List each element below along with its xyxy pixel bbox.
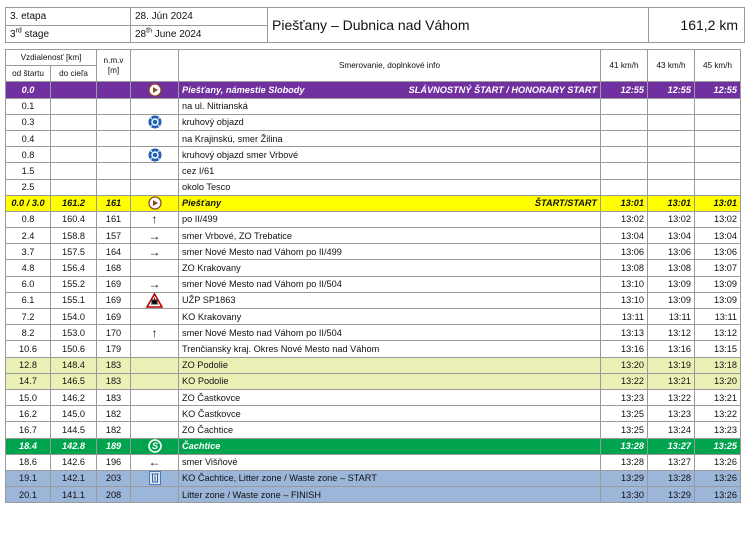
time-45-cell: 13:09 bbox=[695, 292, 741, 308]
time-45-cell: 13:02 bbox=[695, 211, 741, 227]
info-header: Smerovanie, doplnkové info bbox=[179, 50, 601, 82]
date-sk: 28. Jún 2024 bbox=[135, 11, 193, 22]
from-start-cell: 7.2 bbox=[6, 309, 51, 325]
info-text: na Krajinskú, smer Žilina bbox=[182, 133, 283, 144]
from-start-cell: 0.0 / 3.0 bbox=[6, 195, 51, 211]
from-start-cell: 2.5 bbox=[6, 179, 51, 195]
altitude-cell: 170 bbox=[97, 325, 131, 341]
time-45-cell: 13:06 bbox=[695, 244, 741, 260]
table-row bbox=[6, 147, 741, 163]
table-row bbox=[6, 325, 741, 341]
date-cell bbox=[131, 8, 268, 42]
arrow-left-icon: ← bbox=[148, 455, 161, 470]
icon-cell bbox=[131, 114, 179, 130]
table-row bbox=[6, 309, 741, 325]
from-start-cell: 12.8 bbox=[6, 357, 51, 373]
time-43-cell: 13:09 bbox=[648, 292, 695, 308]
time-45-cell bbox=[695, 130, 741, 146]
altitude-cell bbox=[97, 179, 131, 195]
info-cell bbox=[179, 454, 601, 470]
time-45-cell: 13:18 bbox=[695, 357, 741, 373]
info-text: KO Častkovce bbox=[182, 408, 241, 419]
info-cell bbox=[179, 276, 601, 292]
time-41-cell: 12:55 bbox=[601, 82, 648, 98]
to-finish-cell: 150.6 bbox=[51, 341, 97, 357]
info-text: KO Čachtice, Litter zone / Waste zone – START bbox=[182, 473, 377, 484]
info-cell bbox=[179, 292, 601, 308]
icon-cell bbox=[131, 438, 179, 454]
altitude-cell bbox=[97, 163, 131, 179]
time-45-cell bbox=[695, 98, 741, 114]
to-finish-cell: 145.0 bbox=[51, 406, 97, 422]
stage-distance: 161,2 km bbox=[680, 17, 738, 33]
time-41-cell: 13:13 bbox=[601, 325, 648, 341]
time-45-cell: 13:26 bbox=[695, 470, 741, 486]
info-text: kruhový objazd smer Vrbové bbox=[182, 149, 299, 160]
time-45-cell bbox=[695, 179, 741, 195]
info-cell bbox=[179, 438, 601, 454]
table-row bbox=[6, 114, 741, 130]
from-start-cell: 6.1 bbox=[6, 292, 51, 308]
info-cell bbox=[179, 228, 601, 244]
to-finish-cell: 154.0 bbox=[51, 309, 97, 325]
info-text: Litter zone / Waste zone – FINISH bbox=[182, 489, 322, 500]
from-start-cell: 18.4 bbox=[6, 438, 51, 454]
table-row bbox=[6, 228, 741, 244]
time-45-cell: 12:55 bbox=[695, 82, 741, 98]
altitude-cell: 182 bbox=[97, 422, 131, 438]
info-text: smer Nové Mesto nad Váhom po II/504 bbox=[182, 327, 342, 338]
time-45-cell: 13:09 bbox=[695, 276, 741, 292]
to-finish-cell: 160.4 bbox=[51, 211, 97, 227]
icon-cell bbox=[131, 260, 179, 276]
arrow-up-icon: ↑ bbox=[151, 212, 158, 227]
icon-header bbox=[131, 50, 179, 82]
to-finish-cell: 142.8 bbox=[51, 438, 97, 454]
table-row bbox=[6, 244, 741, 260]
table-row bbox=[6, 211, 741, 227]
time-45-cell: 13:20 bbox=[695, 373, 741, 389]
time-45-cell: 13:07 bbox=[695, 260, 741, 276]
icon-cell bbox=[131, 487, 179, 503]
sprint-icon bbox=[148, 441, 162, 451]
time-43-cell: 13:02 bbox=[648, 211, 695, 227]
info-cell bbox=[179, 309, 601, 325]
icon-cell bbox=[131, 454, 179, 470]
to-finish-cell: 161.2 bbox=[51, 195, 97, 211]
to-finish-cell: 146.2 bbox=[51, 389, 97, 405]
info-text: na ul. Nitrianská bbox=[182, 101, 248, 112]
altitude-cell: 161 bbox=[97, 211, 131, 227]
to-finish-cell bbox=[51, 163, 97, 179]
altitude-cell: 203 bbox=[97, 470, 131, 486]
info-cell bbox=[179, 341, 601, 357]
from-start-cell: 19.1 bbox=[6, 470, 51, 486]
to-finish-cell bbox=[51, 179, 97, 195]
icon-cell bbox=[131, 82, 179, 98]
info-text: KO Podolie bbox=[182, 376, 229, 387]
time-45-cell: 13:25 bbox=[695, 438, 741, 454]
altitude-cell bbox=[97, 130, 131, 146]
time-45-cell: 13:23 bbox=[695, 422, 741, 438]
from-start-cell: 14.7 bbox=[6, 373, 51, 389]
to-finish-cell: 146.5 bbox=[51, 373, 97, 389]
stage-header bbox=[5, 7, 745, 43]
time-43-cell: 12:55 bbox=[648, 82, 695, 98]
table-row bbox=[6, 373, 741, 389]
info-cell bbox=[179, 487, 601, 503]
altitude-cell: 179 bbox=[97, 341, 131, 357]
icon-cell bbox=[131, 406, 179, 422]
altitude-cell: 196 bbox=[97, 454, 131, 470]
altitude-header: n.m.v [m] bbox=[97, 50, 131, 82]
table-row bbox=[6, 422, 741, 438]
time-41-cell: 13:28 bbox=[601, 438, 648, 454]
info-cell bbox=[179, 179, 601, 195]
info-cell bbox=[179, 195, 601, 211]
icon-cell bbox=[131, 373, 179, 389]
table-row bbox=[6, 195, 741, 211]
info-cell bbox=[179, 82, 601, 98]
time-43-cell: 13:09 bbox=[648, 276, 695, 292]
info-text: smer Nové Mesto nad Váhom po II/504 bbox=[182, 279, 342, 290]
to-finish-cell: 156.4 bbox=[51, 260, 97, 276]
time-41-cell: 13:06 bbox=[601, 244, 648, 260]
to-finish-cell: 142.1 bbox=[51, 470, 97, 486]
time-43-cell: 13:27 bbox=[648, 438, 695, 454]
time-43-cell: 13:22 bbox=[648, 389, 695, 405]
date-en: 28th June 2024 bbox=[131, 25, 267, 43]
table-row bbox=[6, 357, 741, 373]
info-text: smer Vrbové, ZO Trebatice bbox=[182, 230, 292, 241]
time-41-cell bbox=[601, 114, 648, 130]
info-text: smer Višňové bbox=[182, 457, 238, 468]
table-row bbox=[6, 82, 741, 98]
info-text: ZO Krakovany bbox=[182, 263, 241, 274]
from-start-cell: 18.6 bbox=[6, 454, 51, 470]
time-41-cell: 13:11 bbox=[601, 309, 648, 325]
icon-cell bbox=[131, 179, 179, 195]
info-text: ZO Čachtice bbox=[182, 424, 234, 435]
info-note: SLÁVNOSTNÝ ŠTART / HONORARY START bbox=[408, 84, 597, 95]
speed-41-header: 41 km/h bbox=[601, 50, 648, 82]
altitude-cell: 183 bbox=[97, 389, 131, 405]
info-cell bbox=[179, 389, 601, 405]
altitude-cell: 157 bbox=[97, 228, 131, 244]
icon-cell bbox=[131, 357, 179, 373]
from-start-cell: 0.4 bbox=[6, 130, 51, 146]
altitude-cell: 208 bbox=[97, 487, 131, 503]
time-43-cell bbox=[648, 163, 695, 179]
time-41-cell: 13:25 bbox=[601, 422, 648, 438]
info-cell bbox=[179, 422, 601, 438]
roundabout-icon bbox=[148, 117, 162, 127]
time-41-cell bbox=[601, 163, 648, 179]
icon-cell bbox=[131, 422, 179, 438]
from-start-cell: 2.4 bbox=[6, 228, 51, 244]
time-41-cell: 13:10 bbox=[601, 292, 648, 308]
icon-cell bbox=[131, 244, 179, 260]
table-row bbox=[6, 454, 741, 470]
info-cell bbox=[179, 130, 601, 146]
speed-45-header: 45 km/h bbox=[695, 50, 741, 82]
time-45-cell bbox=[695, 163, 741, 179]
from-start-cell: 8.2 bbox=[6, 325, 51, 341]
table-row bbox=[6, 292, 741, 308]
icon-cell bbox=[131, 309, 179, 325]
table-row bbox=[6, 487, 741, 503]
time-45-cell bbox=[695, 114, 741, 130]
to-finish-cell: 141.1 bbox=[51, 487, 97, 503]
from-start-header: od štartu bbox=[6, 66, 51, 82]
time-43-cell bbox=[648, 114, 695, 130]
info-cell bbox=[179, 357, 601, 373]
time-41-cell: 13:23 bbox=[601, 389, 648, 405]
altitude-cell: 161 bbox=[97, 195, 131, 211]
table-row bbox=[6, 130, 741, 146]
arrow-right-icon: → bbox=[148, 277, 161, 292]
time-43-cell bbox=[648, 179, 695, 195]
roundabout-icon bbox=[148, 149, 162, 159]
time-43-cell: 13:23 bbox=[648, 406, 695, 422]
info-cell bbox=[179, 325, 601, 341]
altitude-cell: 164 bbox=[97, 244, 131, 260]
table-row bbox=[6, 98, 741, 114]
table-row bbox=[6, 276, 741, 292]
info-text: Piešťany, námestie Slobody bbox=[182, 84, 305, 95]
time-43-cell: 13:16 bbox=[648, 341, 695, 357]
from-start-cell: 6.0 bbox=[6, 276, 51, 292]
from-start-cell: 3.7 bbox=[6, 244, 51, 260]
info-cell bbox=[179, 98, 601, 114]
time-45-cell: 13:26 bbox=[695, 454, 741, 470]
waste-bin-icon bbox=[149, 473, 161, 483]
icon-cell bbox=[131, 195, 179, 211]
from-start-cell: 1.5 bbox=[6, 163, 51, 179]
svg-text:S: S bbox=[151, 441, 158, 452]
time-45-cell: 13:12 bbox=[695, 325, 741, 341]
to-finish-cell: 153.0 bbox=[51, 325, 97, 341]
from-start-cell: 0.0 bbox=[6, 82, 51, 98]
railway-crossing-icon bbox=[146, 295, 163, 305]
route-title: Piešťany – Dubnica nad Váhom bbox=[268, 8, 649, 42]
time-43-cell: 13:01 bbox=[648, 195, 695, 211]
time-43-cell: 13:28 bbox=[648, 470, 695, 486]
table-row bbox=[6, 470, 741, 486]
time-41-cell bbox=[601, 147, 648, 163]
time-41-cell: 13:25 bbox=[601, 406, 648, 422]
info-cell bbox=[179, 260, 601, 276]
altitude-cell: 168 bbox=[97, 260, 131, 276]
icon-cell bbox=[131, 228, 179, 244]
time-41-cell: 13:04 bbox=[601, 228, 648, 244]
to-finish-header: do cieľa bbox=[51, 66, 97, 82]
time-45-cell: 13:26 bbox=[695, 487, 741, 503]
altitude-cell bbox=[97, 147, 131, 163]
stage-en: 3rd stage bbox=[6, 25, 130, 43]
time-41-cell: 13:20 bbox=[601, 357, 648, 373]
time-43-cell: 13:12 bbox=[648, 325, 695, 341]
info-note: ŠTART/START bbox=[534, 198, 597, 209]
icon-cell bbox=[131, 147, 179, 163]
info-cell bbox=[179, 211, 601, 227]
time-43-cell bbox=[648, 98, 695, 114]
time-41-cell bbox=[601, 130, 648, 146]
time-43-cell: 13:04 bbox=[648, 228, 695, 244]
to-finish-cell bbox=[51, 130, 97, 146]
info-text: ZO Častkovce bbox=[182, 392, 241, 403]
altitude-cell: 169 bbox=[97, 292, 131, 308]
arrow-right-icon: → bbox=[148, 244, 161, 259]
from-start-cell: 0.8 bbox=[6, 211, 51, 227]
to-finish-cell bbox=[51, 98, 97, 114]
from-start-cell: 0.3 bbox=[6, 114, 51, 130]
table-row bbox=[6, 341, 741, 357]
from-start-cell: 16.7 bbox=[6, 422, 51, 438]
time-41-cell: 13:01 bbox=[601, 195, 648, 211]
time-41-cell: 13:10 bbox=[601, 276, 648, 292]
time-41-cell bbox=[601, 98, 648, 114]
time-43-cell bbox=[648, 147, 695, 163]
itinerary-rows bbox=[6, 82, 741, 503]
time-41-cell: 13:16 bbox=[601, 341, 648, 357]
from-start-cell: 20.1 bbox=[6, 487, 51, 503]
icon-cell bbox=[131, 470, 179, 486]
to-finish-cell: 155.2 bbox=[51, 276, 97, 292]
table-row bbox=[6, 438, 741, 454]
to-finish-cell: 142.6 bbox=[51, 454, 97, 470]
time-41-cell: 13:08 bbox=[601, 260, 648, 276]
info-cell bbox=[179, 244, 601, 260]
icon-cell bbox=[131, 163, 179, 179]
itinerary-sheet bbox=[5, 7, 745, 503]
info-cell bbox=[179, 163, 601, 179]
to-finish-cell bbox=[51, 147, 97, 163]
info-text: Čachtice bbox=[182, 441, 221, 452]
info-cell bbox=[179, 147, 601, 163]
time-41-cell: 13:30 bbox=[601, 487, 648, 503]
icon-cell bbox=[131, 389, 179, 405]
altitude-cell: 183 bbox=[97, 357, 131, 373]
info-text: kruhový objazd bbox=[182, 117, 244, 128]
time-43-cell bbox=[648, 130, 695, 146]
icon-cell bbox=[131, 98, 179, 114]
info-text: Trenčiansky kraj. Okres Nové Mesto nad Váhom bbox=[182, 343, 380, 354]
distance-group-header: Vzdialenosť [km] bbox=[6, 50, 97, 66]
from-start-cell: 10.6 bbox=[6, 341, 51, 357]
altitude-cell: 182 bbox=[97, 406, 131, 422]
from-start-cell: 4.8 bbox=[6, 260, 51, 276]
info-text: smer Nové Mesto nad Váhom po II/499 bbox=[182, 246, 342, 257]
speed-43-header: 43 km/h bbox=[648, 50, 695, 82]
icon-cell bbox=[131, 130, 179, 146]
table-row bbox=[6, 406, 741, 422]
altitude-cell: 183 bbox=[97, 373, 131, 389]
time-45-cell: 13:01 bbox=[695, 195, 741, 211]
icon-cell bbox=[131, 341, 179, 357]
time-43-cell: 13:24 bbox=[648, 422, 695, 438]
to-finish-cell: 157.5 bbox=[51, 244, 97, 260]
from-start-cell: 0.1 bbox=[6, 98, 51, 114]
icon-cell bbox=[131, 292, 179, 308]
time-45-cell: 13:22 bbox=[695, 406, 741, 422]
info-cell bbox=[179, 470, 601, 486]
time-43-cell: 13:29 bbox=[648, 487, 695, 503]
arrow-up-icon: ↑ bbox=[151, 325, 158, 340]
time-43-cell: 13:06 bbox=[648, 244, 695, 260]
table-row bbox=[6, 163, 741, 179]
arrow-right-icon: → bbox=[148, 228, 161, 243]
stage-sk: 3. etapa bbox=[10, 11, 47, 22]
info-text: KO Krakovany bbox=[182, 311, 242, 322]
time-43-cell: 13:08 bbox=[648, 260, 695, 276]
time-43-cell: 13:27 bbox=[648, 454, 695, 470]
table-row bbox=[6, 179, 741, 195]
info-text: cez I/61 bbox=[182, 165, 215, 176]
icon-cell bbox=[131, 325, 179, 341]
to-finish-cell: 144.5 bbox=[51, 422, 97, 438]
info-text: okolo Tesco bbox=[182, 182, 231, 193]
time-41-cell: 13:02 bbox=[601, 211, 648, 227]
time-45-cell bbox=[695, 147, 741, 163]
time-45-cell: 13:11 bbox=[695, 309, 741, 325]
time-45-cell: 13:15 bbox=[695, 341, 741, 357]
info-text: UŽP SP1863 bbox=[182, 295, 236, 306]
to-finish-cell: 148.4 bbox=[51, 357, 97, 373]
from-start-cell: 16.2 bbox=[6, 406, 51, 422]
to-finish-cell: 158.8 bbox=[51, 228, 97, 244]
start-icon bbox=[148, 198, 162, 208]
info-text: ZO Podolie bbox=[182, 360, 228, 371]
info-cell bbox=[179, 406, 601, 422]
time-41-cell bbox=[601, 179, 648, 195]
altitude-cell bbox=[97, 98, 131, 114]
icon-cell bbox=[131, 276, 179, 292]
from-start-cell: 0.8 bbox=[6, 147, 51, 163]
icon-cell bbox=[131, 211, 179, 227]
table-row bbox=[6, 389, 741, 405]
from-start-cell: 15.0 bbox=[6, 389, 51, 405]
time-41-cell: 13:29 bbox=[601, 470, 648, 486]
itinerary-table bbox=[5, 49, 741, 503]
info-text: po II/499 bbox=[182, 214, 218, 225]
altitude-cell bbox=[97, 82, 131, 98]
altitude-cell: 189 bbox=[97, 438, 131, 454]
to-finish-cell bbox=[51, 82, 97, 98]
to-finish-cell bbox=[51, 114, 97, 130]
info-cell bbox=[179, 114, 601, 130]
altitude-cell: 169 bbox=[97, 276, 131, 292]
time-45-cell: 13:04 bbox=[695, 228, 741, 244]
start-icon bbox=[148, 84, 162, 94]
time-43-cell: 13:19 bbox=[648, 357, 695, 373]
to-finish-cell: 155.1 bbox=[51, 292, 97, 308]
time-43-cell: 13:11 bbox=[648, 309, 695, 325]
time-41-cell: 13:22 bbox=[601, 373, 648, 389]
stage-cell bbox=[6, 8, 131, 42]
time-41-cell: 13:28 bbox=[601, 454, 648, 470]
time-43-cell: 13:21 bbox=[648, 373, 695, 389]
info-cell bbox=[179, 373, 601, 389]
altitude-cell: 169 bbox=[97, 309, 131, 325]
time-45-cell: 13:21 bbox=[695, 389, 741, 405]
info-text: Piešťany bbox=[182, 198, 222, 209]
altitude-cell bbox=[97, 114, 131, 130]
table-row bbox=[6, 260, 741, 276]
